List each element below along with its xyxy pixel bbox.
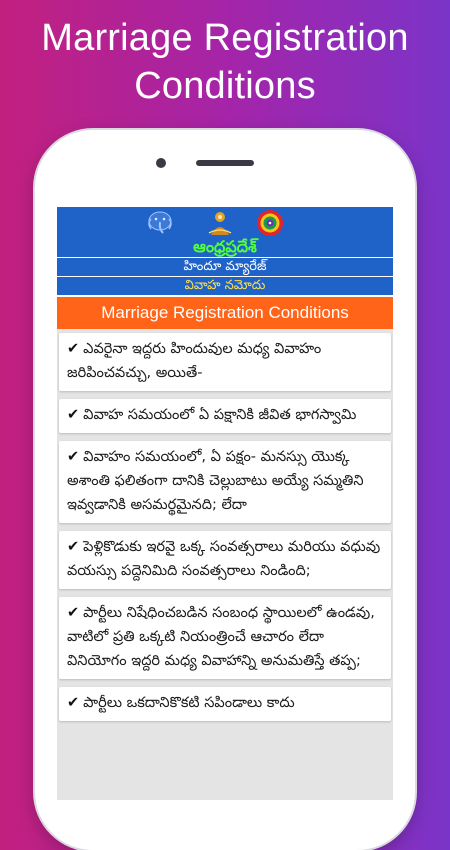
section-heading: Marriage Registration Conditions <box>57 297 393 329</box>
condition-text: వివాహ సమయంలో ఏ పక్షానికి జీవిత భాగస్వామి <box>83 407 357 423</box>
condition-text: పార్టీలు ఒకదానికొకటి సపిండాలు కాదు <box>83 695 295 711</box>
list-item[interactable] <box>59 399 391 433</box>
list-item[interactable] <box>59 441 391 523</box>
check-icon: ✔ <box>67 341 80 357</box>
promo-title <box>0 14 450 110</box>
list-item[interactable] <box>59 531 391 589</box>
check-icon: ✔ <box>67 539 80 555</box>
promo-title-line-1: Marriage Registration <box>41 17 409 59</box>
check-icon: ✔ <box>67 407 80 423</box>
lakshmi-icon <box>205 209 235 237</box>
banner-line-hindu-marriage: హిందూ మ్యారేజ్ <box>183 259 267 274</box>
condition-text: వివాహం సమయంలో, ఏ పక్షం- మనస్సు యొక్క అశాంతి ఫలితంగా దానికి చెల్లుబాటు అయ్యే సమ్మతిని ఇవ్వడానికి అసమర్థమైనది; లేదా <box>67 449 364 513</box>
app-screen <box>57 207 393 800</box>
condition-text: పార్టీలు నిషేధించబడిన సంబంధ స్థాయిలలో ఉండవు, వాటిలో ప్రతి ఒక్కటి నియంత్రించే ఆచారం లేదా వినియోగం ఇద్దరి మధ్య వివాహాన్ని అనుమతిస్తే తప్ప; <box>67 605 375 669</box>
list-item[interactable] <box>59 687 391 721</box>
banner-line-registration: వివాహ నమోదు <box>184 278 266 293</box>
app-banner <box>57 207 393 297</box>
list-item[interactable] <box>59 333 391 391</box>
conditions-list <box>57 329 393 721</box>
promo-title-line-2: Conditions <box>134 65 316 107</box>
ganesha-icon <box>145 209 175 237</box>
front-camera-icon <box>156 158 166 168</box>
condition-text: ఎవరైనా ఇద్దరు హిందువుల మధ్య వివాహం జరిపించవచ్చు, అయితే- <box>67 341 322 381</box>
check-icon: ✔ <box>67 449 80 465</box>
mandala-icon <box>255 209 285 237</box>
list-item[interactable] <box>59 597 391 679</box>
condition-text: పెళ్లికొడుకు ఇరవై ఒక్క సంవత్సరాలు మరియు వధువు వయస్సు పద్దెనిమిది సంవత్సరాలు నిండింది; <box>67 539 381 579</box>
earpiece-speaker <box>196 160 254 166</box>
check-icon: ✔ <box>67 695 80 711</box>
state-name: ఆంధ్రప్రదేశ్ <box>57 237 393 257</box>
check-icon: ✔ <box>67 605 80 621</box>
